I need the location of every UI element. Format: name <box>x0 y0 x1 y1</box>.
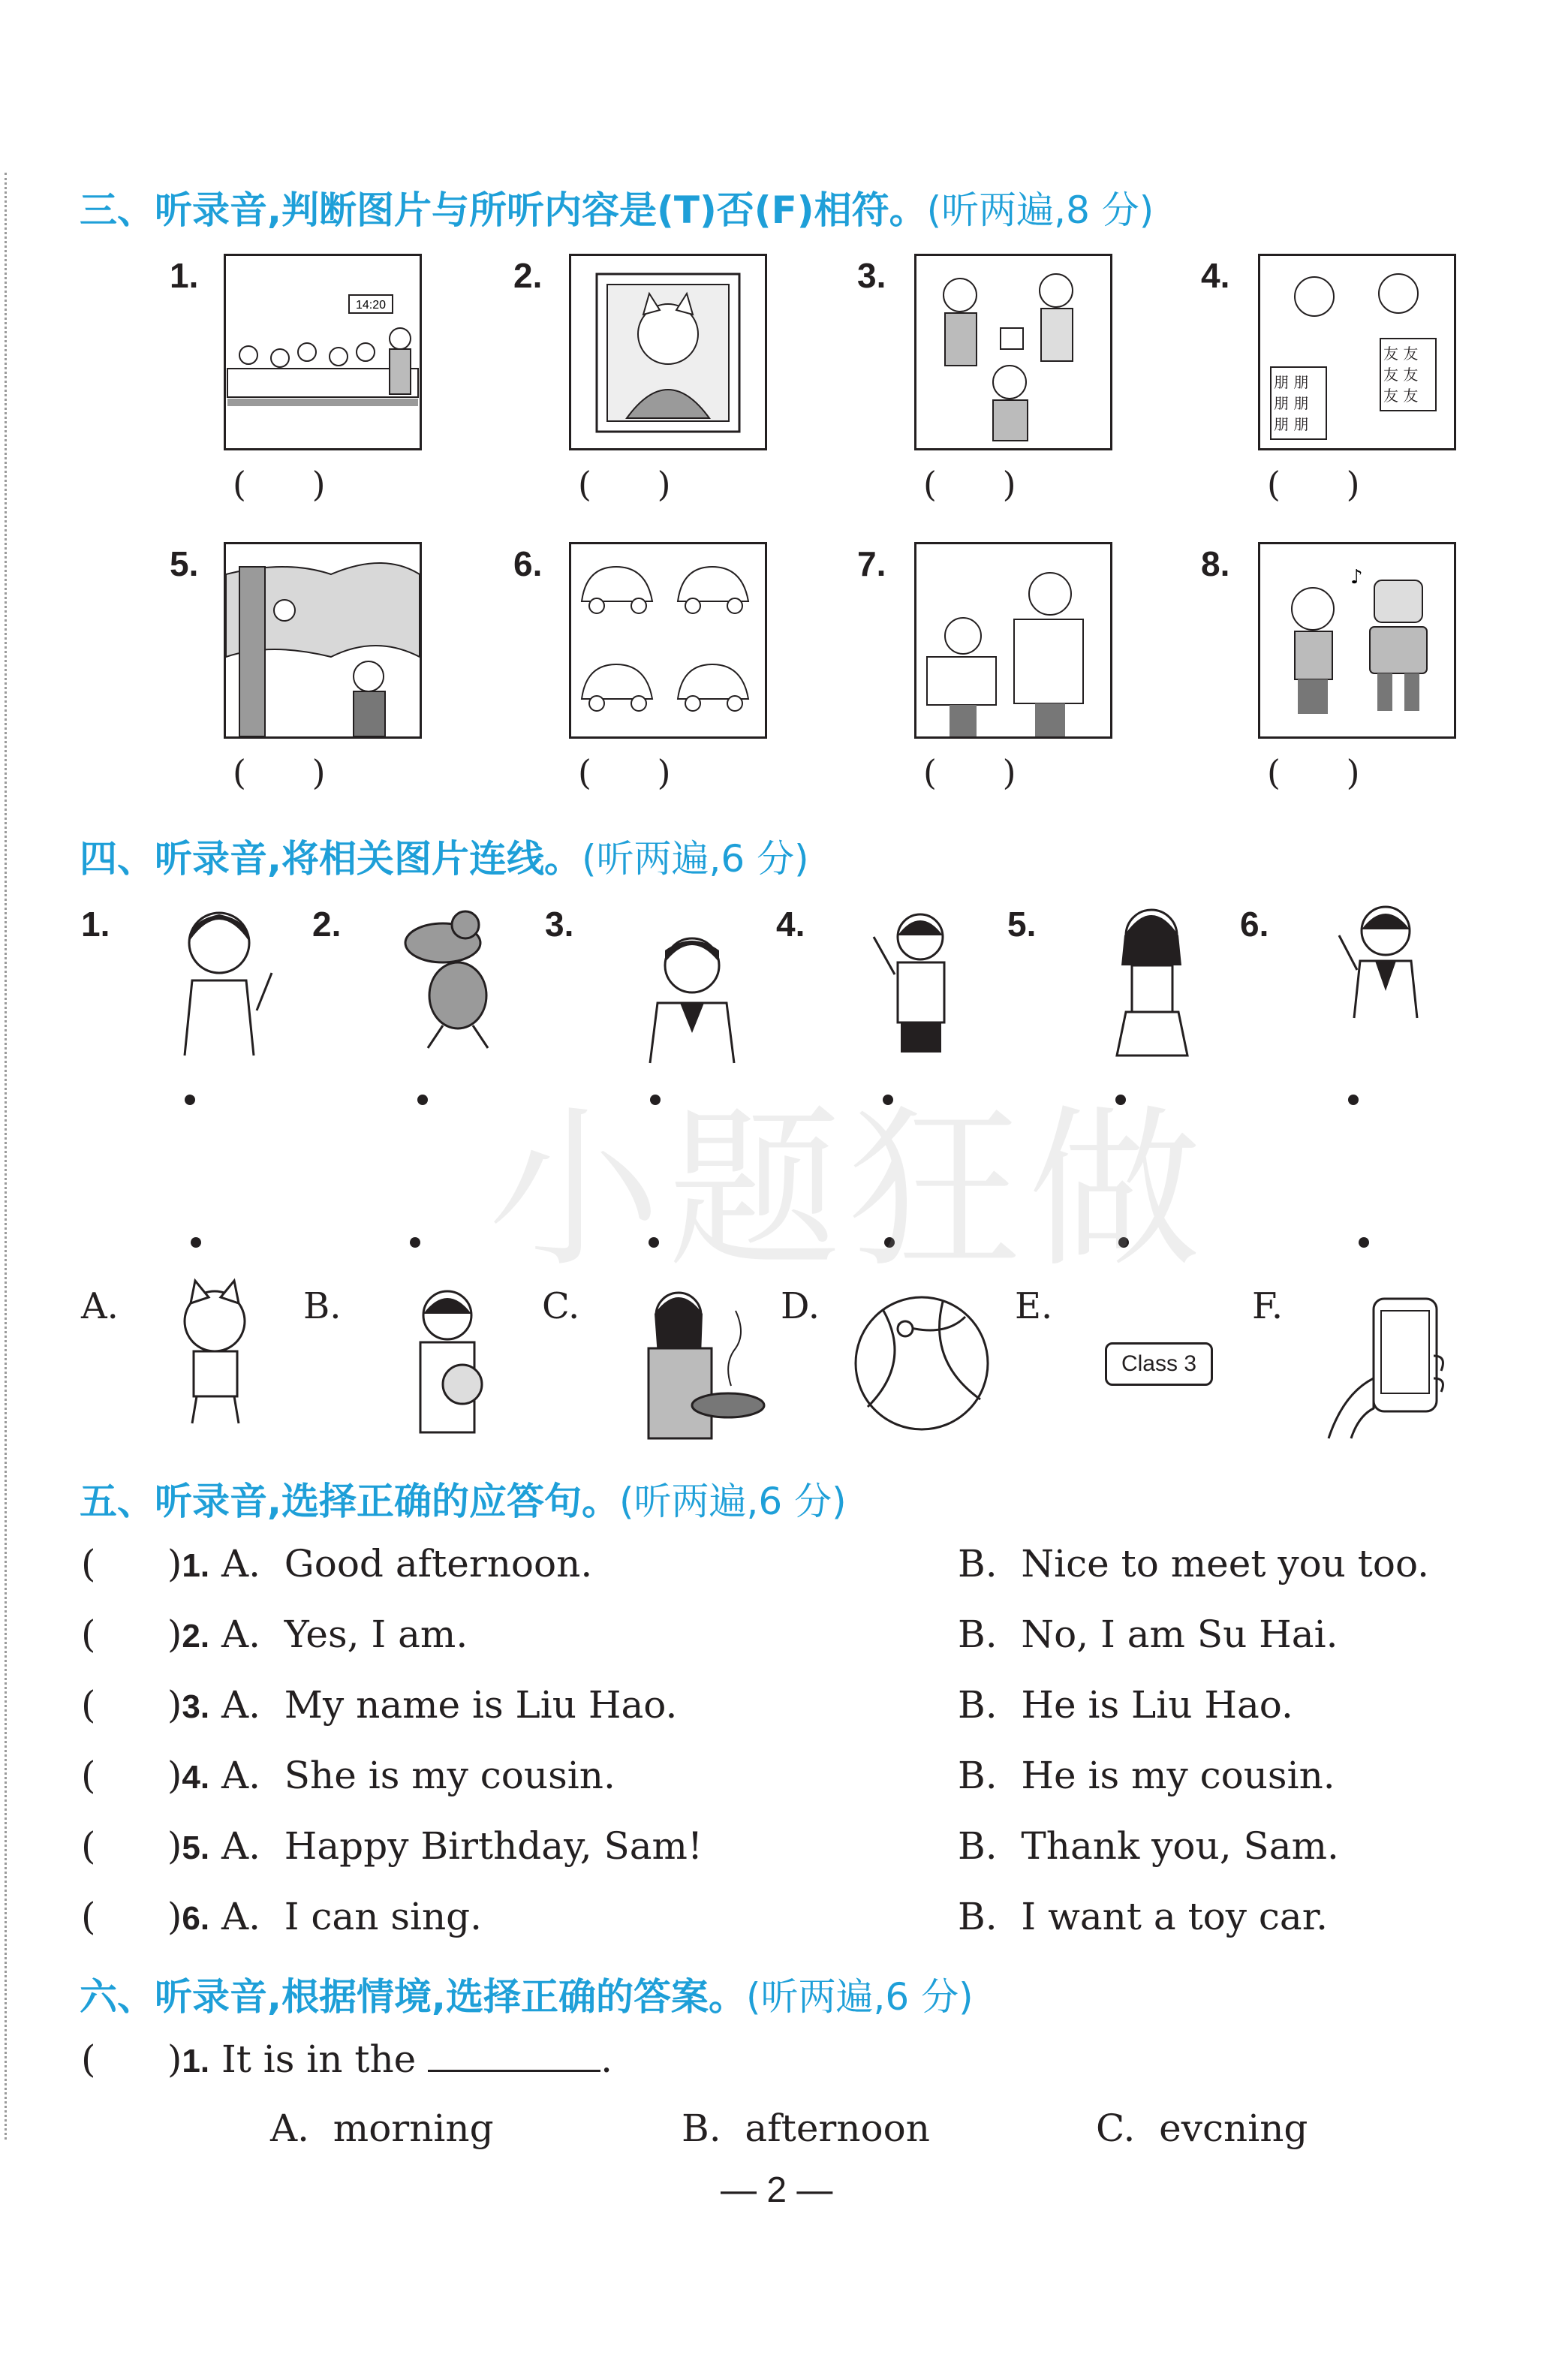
s5-q4-number: 4. <box>182 1759 210 1796</box>
match-dot-bottom-a[interactable] <box>191 1237 201 1248</box>
s3-item-8-number: 8. <box>1201 544 1230 583</box>
s4-option-d-letter: D. <box>781 1285 820 1327</box>
section-5-title <box>80 1471 847 1525</box>
boy-waving-scarf-icon <box>1321 898 1449 1063</box>
s5-question-4 <box>81 1754 615 1797</box>
mouse-running-icon <box>390 898 518 1063</box>
kids-with-gifts <box>914 254 1112 450</box>
s6-q1-option-a: A. morning <box>270 2107 494 2150</box>
girl-with-book-icon <box>1088 898 1216 1063</box>
s3-item-3-number: 3. <box>857 256 886 295</box>
s5-q1-option-a: A. Good afternoon. <box>221 1542 593 1586</box>
s6-answer-1[interactable]: ( ) <box>81 2037 182 2081</box>
class-sign: Class 3 <box>1105 1342 1213 1386</box>
section-3-title <box>80 180 1154 234</box>
s5-answer-1[interactable]: ( ) <box>81 1542 182 1586</box>
s5-answer-6[interactable]: ( ) <box>81 1895 182 1938</box>
s5-q6-option-a: A. I can sing. <box>221 1895 483 1938</box>
s5-question-5 <box>81 1824 703 1868</box>
s5-answer-4[interactable]: ( ) <box>81 1754 182 1797</box>
section-4-note: (听两遍,6 分) <box>582 837 809 881</box>
s3-answer-5[interactable]: ( ) <box>233 752 326 793</box>
poster-text-a: 朋 朋 朋 朋 朋 朋 <box>1274 373 1309 433</box>
classroom-clock-text: 14:20 <box>355 299 387 312</box>
s4-option-c-letter: C. <box>542 1285 580 1327</box>
classroom-picture <box>224 254 422 450</box>
hand-with-phone-icon <box>1321 1296 1449 1441</box>
s5-q5-option-a: A. Happy Birthday, Sam! <box>221 1824 703 1868</box>
s5-q6-number: 6. <box>182 1900 210 1937</box>
section-6-title <box>80 1967 974 2021</box>
s4-option-a-letter: A. <box>81 1285 119 1327</box>
s6-q1-blank[interactable] <box>428 2043 600 2072</box>
s5-q3-option-b: B. He is Liu Hao. <box>958 1683 1293 1727</box>
match-dot-bottom-f[interactable] <box>1359 1237 1369 1248</box>
svg-text:♪: ♪ <box>1350 566 1363 589</box>
boy-singing-with-robot <box>1258 542 1456 739</box>
page-number: — 2 — <box>721 2170 833 2210</box>
s3-item-1-number: 1. <box>170 256 199 295</box>
s3-item-4-number: 4. <box>1201 256 1230 295</box>
s5-q1-number: 1. <box>182 1547 210 1584</box>
s3-item-2-number: 2. <box>513 256 543 295</box>
section-6-note: (听两遍,6 分) <box>746 1975 974 2019</box>
section-3-heading: 三、听录音,判断图片与所听内容是(T)否(F)相符。 <box>80 188 927 232</box>
s3-answer-7[interactable]: ( ) <box>923 752 1016 793</box>
girl-waving-icon <box>159 898 287 1063</box>
s4-option-f-letter: F. <box>1252 1285 1284 1327</box>
s4-top-5-number: 5. <box>1007 905 1037 944</box>
match-dot-top-2[interactable] <box>417 1095 428 1105</box>
s5-q2-option-b: B. No, I am Su Hai. <box>958 1613 1338 1656</box>
s4-top-3-number: 3. <box>545 905 574 944</box>
s3-answer-4[interactable]: ( ) <box>1267 464 1360 504</box>
s5-question-6 <box>81 1895 482 1938</box>
s6-q1-option-c: C. evcning <box>1096 2107 1308 2150</box>
boy-waving-icon <box>856 907 983 1072</box>
section-6-heading: 六、听录音,根据情境,选择正确的答案。 <box>80 1975 746 2019</box>
s6-q1-option-b: B. afternoon <box>682 2107 930 2150</box>
framed-cat-portrait <box>569 254 767 450</box>
s4-top-6-number: 6. <box>1240 905 1269 944</box>
s3-answer-6[interactable]: ( ) <box>578 752 671 793</box>
two-boys-with-posters <box>1258 254 1456 450</box>
s5-question-3 <box>81 1683 677 1727</box>
s6-q1-stem: It is in the <box>221 2037 429 2081</box>
s4-option-b-letter: B. <box>303 1285 342 1327</box>
s4-top-1-number: 1. <box>81 905 110 944</box>
s5-q4-option-b: B. He is my cousin. <box>958 1754 1335 1797</box>
watermark: 小题狂做 <box>488 1091 1209 1291</box>
s5-q2-option-a: A. Yes, I am. <box>221 1613 468 1656</box>
s3-answer-1[interactable]: ( ) <box>233 464 326 504</box>
s4-option-e-letter: E. <box>1015 1285 1053 1327</box>
s3-answer-3[interactable]: ( ) <box>923 464 1016 504</box>
s5-q3-option-a: A. My name is Liu Hao. <box>221 1683 678 1727</box>
boy-with-ball-icon <box>390 1282 518 1440</box>
s6-q1-number: 1. <box>182 2043 210 2079</box>
s5-q1-option-b: B. Nice to meet you too. <box>958 1542 1430 1586</box>
s4-top-4-number: 4. <box>776 905 805 944</box>
s5-answer-3[interactable]: ( ) <box>81 1683 182 1727</box>
s6-question-1 <box>81 2037 612 2081</box>
s5-answer-5[interactable]: ( ) <box>81 1824 182 1868</box>
poster-text-b: 友 友 友 友 友 友 <box>1383 345 1419 405</box>
woman-cooking-icon <box>618 1281 766 1441</box>
s5-q2-number: 2. <box>182 1618 210 1655</box>
s4-top-2-number: 2. <box>312 905 342 944</box>
section-3-note: (听两遍,8 分) <box>926 188 1154 232</box>
s5-q4-option-a: A. She is my cousin. <box>221 1754 615 1797</box>
s3-item-5-number: 5. <box>170 544 199 583</box>
section-4-heading: 四、听录音,将相关图片连线。 <box>80 837 582 881</box>
margin-dashed-line <box>5 173 7 2140</box>
s3-item-7-number: 7. <box>857 544 886 583</box>
section-5-note: (听两遍,6 分) <box>619 1480 847 1523</box>
s3-answer-2[interactable]: ( ) <box>578 464 671 504</box>
section-4-title <box>80 829 809 883</box>
s5-q5-number: 5. <box>182 1829 210 1866</box>
beach-ball-icon <box>853 1294 991 1432</box>
match-dot-bottom-b[interactable] <box>410 1237 420 1248</box>
four-toy-cars <box>569 542 767 739</box>
s5-q3-number: 3. <box>182 1688 210 1725</box>
s5-q5-option-b: B. Thank you, Sam. <box>958 1824 1339 1868</box>
s5-question-1 <box>81 1542 592 1586</box>
match-dot-top-6[interactable] <box>1348 1095 1359 1105</box>
section-5-heading: 五、听录音,选择正确的应答句。 <box>80 1480 619 1523</box>
s3-answer-8[interactable]: ( ) <box>1267 752 1360 793</box>
s5-q6-option-b: B. I want a toy car. <box>958 1895 1329 1938</box>
s6-q1-stem-end: . <box>600 2037 613 2081</box>
boys-with-drawings <box>914 542 1112 739</box>
cat-waving-icon <box>152 1276 279 1434</box>
match-dot-top-1[interactable] <box>185 1095 195 1105</box>
s3-item-6-number: 6. <box>513 544 543 583</box>
monkey-in-tree <box>224 542 422 739</box>
s5-answer-2[interactable]: ( ) <box>81 1613 182 1656</box>
s5-question-2 <box>81 1613 468 1656</box>
